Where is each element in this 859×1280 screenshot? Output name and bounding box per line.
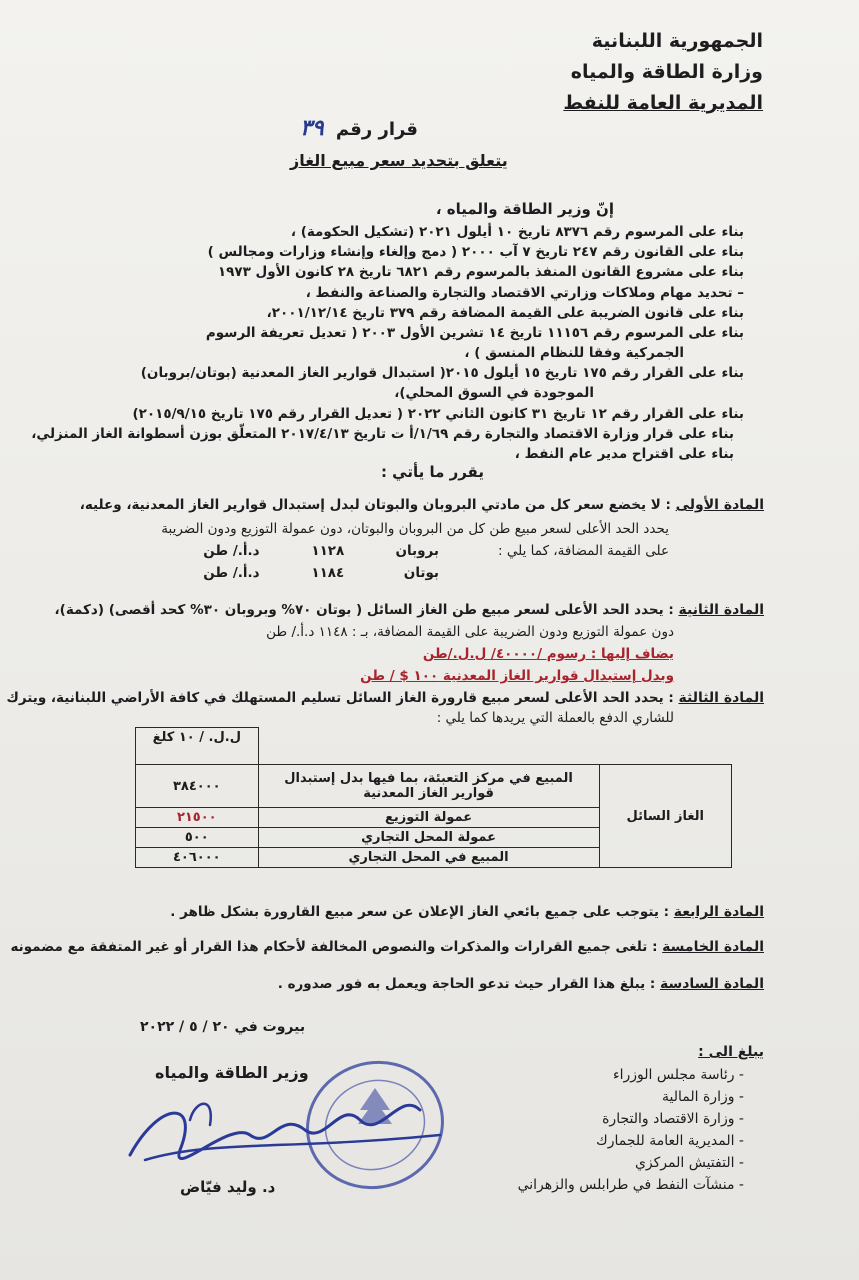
article-1-label: المادة الأولى [675,497,764,513]
article-4 [74,902,764,922]
preamble-line: بناء على اقتراح مدير عام النفط ، [514,446,734,462]
header-directorate: المديرية العامة للنفط [563,92,763,114]
product-name: بوتان [403,565,439,581]
table-row-value: ٣٨٤٠٠٠ [136,765,259,808]
product-name: بروبان [395,543,439,559]
table-row-value: ٢١٥٠٠ [136,808,259,828]
preamble-line: بناء على قانون الضريبة على القيمة المضافة رقم ٣٧٩ تاريخ ٢٠٠١/١٢/١٤، [266,305,744,321]
article-4-label: المادة الرابعة [673,904,764,920]
article-1-text: يحدد الحد الأعلى لسعر مبيع طن كل من البروبان والبوتان، دون عمولة التوزيع ودون الضريبة [161,521,669,537]
price-row [203,563,439,583]
preamble-line: بناء على مشروع القانون المنفذ بالمرسوم رقم ٦٨٢١ تاريخ ٢٨ كانون الأول ١٩٧٣ [217,264,744,280]
notify-item: - وزارة المالية [662,1089,744,1105]
article-3-text: : يحدد الحد الأعلى لسعر مبيع قارورة الغاز السائل تسليم المستهلك في كافة الأراضي اللبنانية، ويترك [6,690,674,706]
signature-stamp-icon [120,1040,480,1220]
article-5-label: المادة الخامسة [662,939,764,955]
table-row-label: عمولة التوزيع [258,808,599,828]
article-2-text: دون عمولة التوزيع ودون الضريبة على القيمة المضافة، بـ : ١١٤٨ د.أ./ طن [266,624,674,640]
article-1-text: : لا يخضع سعر كل من مادتي البروبان والبوتان لبدل إستبدال قوارير الغاز المعدنية، وعليه، [79,497,671,513]
table-corner-empty [599,728,731,765]
preamble-line: – تحديد مهام وملاكات وزارتي الاقتصاد والتجارة والصناعة والنفط ، [305,285,744,301]
notify-item: - منشآت النفط في طرابلس والزهراني [517,1177,744,1193]
notify-label: يبلغ الى : [698,1044,764,1060]
decision-title-prefix: قرار رقم [335,119,418,140]
product-unit: د.أ./ طن [203,543,260,559]
preamble-line: الموجودة في السوق المحلي)، [394,385,594,401]
place-date: بيروت في ٢٠ / ٥ / ٢٠٢٢ [140,1019,306,1035]
signer-title: وزير الطاقة والمياه [155,1063,309,1082]
preamble-line: بناء على القرار رقم ١٧٥ تاريخ ١٥ أيلول ٢٠١٥( استبدال قوارير الغاز المعدنية (بوتان/بروبان) [140,365,744,381]
article-4-text: : يتوجب على جميع بائعي الغاز الإعلان عن سعر مبيع القارورة بشكل ظاهر . [170,904,670,920]
signer-name: د. وليد فيّاض [180,1178,276,1196]
notify-item: - المديرية العامة للجمارك [596,1133,744,1149]
product-unit: د.أ./ طن [203,565,260,581]
notify-item-text: وزارة الاقتصاد والتجارة [602,1111,735,1127]
notify-item: - التفتيش المركزي [634,1155,744,1171]
article-2-replacement-fee: وبدل إستبدال قوارير الغاز المعدنية ١٠٠ $ / طن [360,668,674,684]
header-ministry: وزارة الطاقة والمياه [570,61,763,83]
table-row-label: عمولة المحل التجاري [258,828,599,848]
decision-subject: يتعلق بتحديد سعر مبيع الغاز [290,151,508,170]
table-row-label: المبيع في مركز التعبئة، بما فيها بدل إستبدال قوارير الغاز المعدنية [258,765,599,808]
notify-item-text: منشآت النفط في طرابلس والزهراني [517,1177,735,1193]
article-6 [74,974,764,994]
preamble-line: بناء على قرار وزارة الاقتصاد والتجارة رقم ١/٦٩/أ ت تاريخ ٢٠١٧/٤/١٣ المتعلّق بوزن أسطوانة الغاز المنزلي، [31,426,734,442]
article-5-text: : تلغى جميع القرارات والمذكرات والنصوص المخالفة لأحكام هذا القرار أو غير المتفقة مع مضمونه [10,939,658,955]
article-2-text: : يحدد الحد الأعلى لسعر مبيع طن الغاز السائل ( بوتان ٧٠% وبروبان ٣٠% كحد أقصى) (دكمة)، [54,602,674,618]
article-5 [10,937,764,957]
article-3-label: المادة الثالثة [678,690,764,706]
article-6-label: المادة السادسة [659,976,764,992]
notify-item-text: وزارة المالية [662,1089,735,1105]
preamble-minister: إنّ وزير الطاقة والمياه ، [435,200,614,218]
decides-heading: يقرر ما يأتي : [380,463,484,481]
article-2-label: المادة الثانية [678,602,764,618]
article-3-text: للشاري الدفع بالعملة التي يريدها كما يلي : [436,710,674,726]
header-republic: الجمهورية اللبنانية [591,30,763,52]
notify-item-text: رئاسة مجلس الوزراء [613,1067,735,1083]
decision-number: ٣٩ [300,116,324,141]
article-1-text: على القيمة المضافة، كما يلي : [498,543,669,559]
article-2-added-fees: يضاف إليها : رسوم /٤٠٠٠٠/ ل.ل./طن [422,646,674,662]
decision-title [300,116,418,141]
product-price: ١١٢٨ [311,543,345,559]
preamble-line: بناء على القرار رقم ١٢ تاريخ ٣١ كانون الثاني ٢٠٢٢ ( تعديل القرار رقم ١٧٥ تاريخ ٢٠١٥/٩/١٥) [132,406,744,422]
article-6-text: : يبلغ هذا القرار حيث تدعو الحاجة ويعمل به فور صدوره . [277,976,656,992]
price-table [135,727,732,868]
preamble-line: بناء على القانون رقم ٢٤٧ تاريخ ٧ آب ٢٠٠٠ ( دمج وإلغاء وإنشاء وزارات ومجالس ) [207,244,744,260]
preamble-line: بناء على المرسوم رقم ١١١٥٦ تاريخ ١٤ تشرين الأول ٢٠٠٣ ( تعديل تعريفة الرسوم [205,325,744,341]
table-unit-header: ل.ل. / ١٠ كلغ [136,728,259,765]
notify-item: - رئاسة مجلس الوزراء [613,1067,744,1083]
table-row-value: ٤٠٦٠٠٠ [136,848,259,868]
table-corner-empty [258,728,599,765]
notify-item-text: التفتيش المركزي [634,1155,735,1171]
preamble-line: بناء على المرسوم رقم ٨٣٧٦ تاريخ ١٠ أيلول ٢٠٢١ (تشكيل الحكومة) ، [290,224,744,240]
price-row [203,541,439,561]
notify-section [518,1044,764,1196]
notify-item: - وزارة الاقتصاد والتجارة [602,1111,744,1127]
table-row-value: ٥٠٠ [136,828,259,848]
preamble-line: الجمركية وفقا للنظام المنسق ) ، [464,345,684,361]
product-price: ١١٨٤ [311,565,345,581]
notify-item-text: المديرية العامة للجمارك [596,1133,735,1149]
table-row-label: المبيع في المحل التجاري [258,848,599,868]
table-category: الغاز السائل [599,765,731,868]
